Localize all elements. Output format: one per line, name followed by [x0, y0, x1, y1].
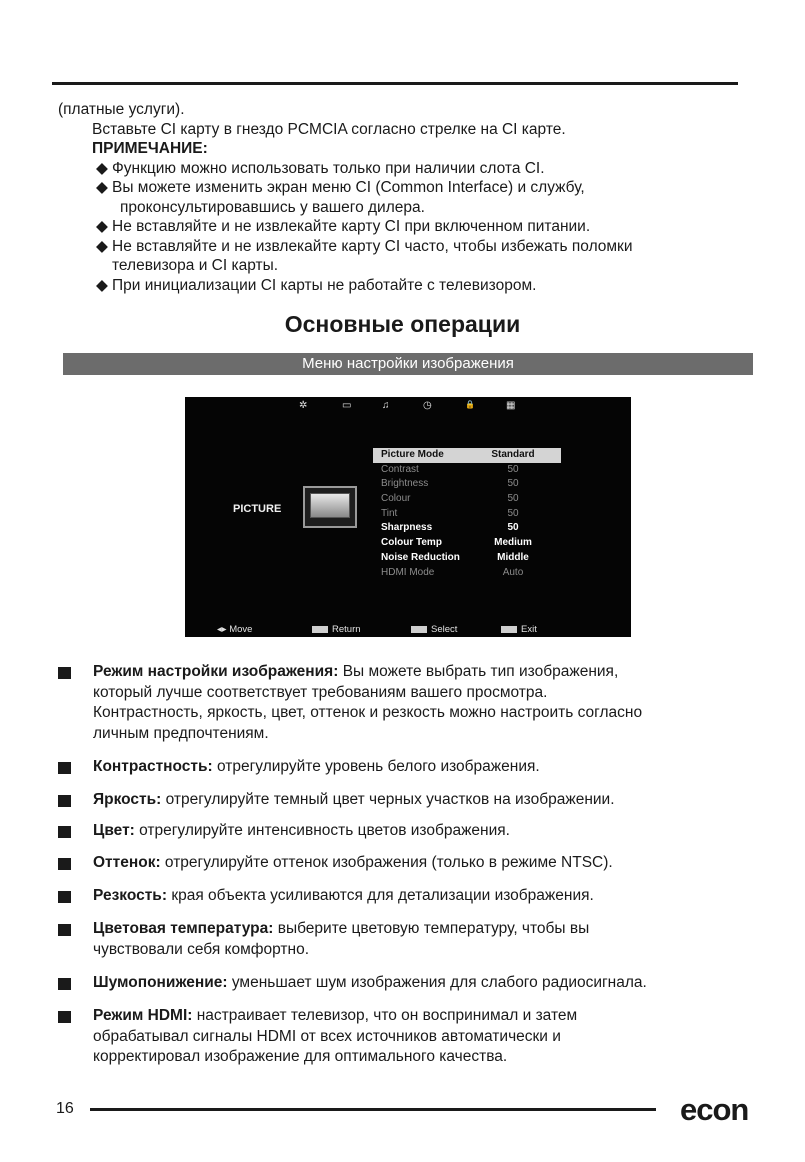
square-bullet-icon	[58, 795, 71, 807]
note-item: ◆ Не вставляйте и не извлекайте карту CI при включенном питании.	[96, 218, 591, 235]
section-title: Основные операции	[284, 311, 521, 337]
square-bullet-icon	[58, 924, 71, 936]
feature-term: Режим HDMI:	[93, 1007, 193, 1024]
note-item: ◆ При инициализации CI карты не работайте с телевизором.	[96, 276, 537, 294]
menu-row-tint[interactable]: Tint 50	[381, 507, 519, 519]
square-bullet-icon	[58, 978, 71, 990]
note-heading: ПРИМЕЧАНИЕ:	[92, 140, 208, 157]
menu-row-sharpness[interactable]: Sharpness 50	[381, 522, 519, 534]
enter-key-icon	[411, 626, 427, 633]
menu-row-hdmi-mode[interactable]: HDMI Mode Auto	[381, 566, 524, 578]
feature-term: Оттенок:	[93, 854, 161, 871]
feature-term: Режим настройки изображения:	[93, 663, 339, 680]
menu-row-noise-reduction[interactable]: Noise Reduction Middle	[381, 551, 529, 563]
channel-icon: ▦	[506, 400, 516, 411]
feature-term: Резкость:	[93, 887, 167, 904]
feature-term: Яркость:	[93, 791, 162, 808]
menu-row-colour-temp[interactable]: Colour Temp Medium	[381, 537, 532, 549]
square-bullet-icon	[58, 667, 71, 679]
feature-term: Цвет:	[93, 822, 135, 839]
feature-term: Контрастность:	[93, 758, 213, 775]
picture-icon: ▭	[342, 400, 352, 411]
footer-exit: Exit	[501, 624, 537, 635]
square-bullet-icon	[58, 891, 71, 903]
footer-move: ◂▸ Move	[217, 624, 253, 635]
diamond-bullet-icon: ◆	[96, 179, 108, 196]
page-number: 16	[56, 1100, 74, 1117]
feature-term: Цветовая температура:	[93, 920, 274, 937]
sound-icon: ♫	[382, 400, 390, 411]
intro-line-2: Вставьте CI карту в гнездо PCMCIA согласно стрелке на CI карте.	[92, 120, 566, 138]
brand-logo: econ	[680, 1092, 749, 1127]
note-item: ◆ Функцию можно использовать только при наличии слота CI.	[96, 159, 545, 177]
bottom-rule	[90, 1108, 656, 1111]
time-icon: ◷	[423, 400, 432, 411]
setup-icon: ✲	[299, 400, 308, 411]
tv-thumbnail-icon	[303, 486, 357, 528]
note-item: ◆ Вы можете изменить экран меню CI (Common Interface) и службу,	[96, 179, 585, 196]
note-item-continuation: проконсультировавшись у вашего дилера.	[120, 198, 425, 216]
footer-select: Select	[411, 624, 457, 635]
note-item: ◆ Не вставляйте и не извлекайте карту CI часто, чтобы избежать поломки	[96, 237, 633, 255]
feature-term: Шумопонижение:	[93, 974, 228, 991]
move-arrows-icon: ◂▸	[217, 624, 227, 635]
square-bullet-icon	[58, 826, 71, 838]
exit-key-icon	[501, 626, 517, 633]
menu-row-contrast[interactable]: Contrast 50	[381, 463, 519, 475]
diamond-bullet-icon: ◆	[96, 218, 108, 235]
square-bullet-icon	[58, 1011, 71, 1023]
square-bullet-icon	[58, 858, 71, 870]
menu-row-picture-mode[interactable]: Picture Mode Standard	[373, 448, 561, 463]
menu-row-colour[interactable]: Colour 50	[381, 493, 519, 505]
intro-line-1: (платные услуги).	[58, 101, 185, 118]
square-bullet-icon	[58, 762, 71, 774]
lock-icon: 🔒	[465, 400, 475, 409]
menu-row-brightness[interactable]: Brightness 50	[381, 478, 519, 490]
picture-menu-list	[373, 448, 561, 580]
section-bar-title: Меню настройки изображения	[63, 353, 753, 375]
footer-return: Return	[312, 624, 361, 635]
tv-menu-screenshot	[185, 397, 631, 637]
diamond-bullet-icon: ◆	[96, 276, 108, 294]
menu-category-label: PICTURE	[233, 503, 282, 515]
top-rule	[52, 82, 738, 85]
diamond-bullet-icon: ◆	[96, 237, 108, 255]
menu-key-icon	[312, 626, 328, 633]
diamond-bullet-icon: ◆	[96, 159, 108, 177]
note-item-continuation: телевизора и CI карты.	[112, 257, 279, 274]
intro-section	[58, 100, 758, 295]
